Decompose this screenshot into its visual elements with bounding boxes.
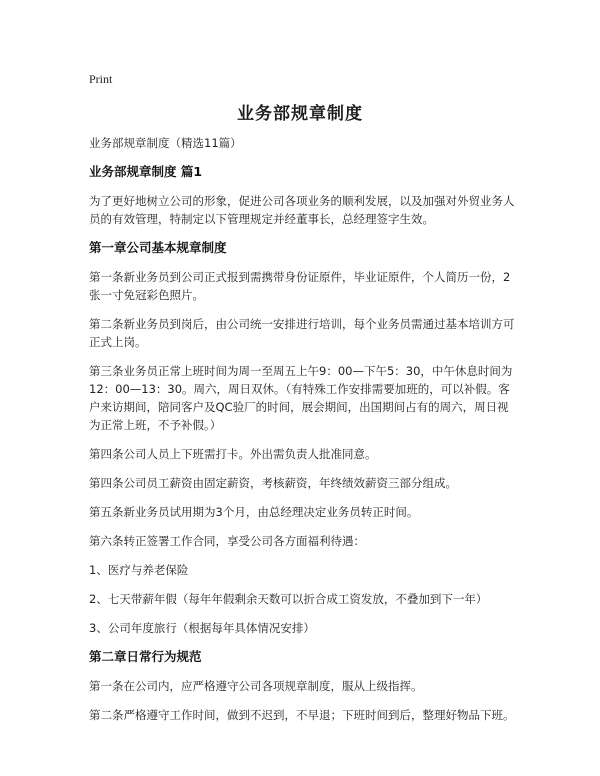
chapter2-heading: 第二章日常行为规范 [89, 649, 202, 664]
intro-paragraph: 为了更好地树立公司的形象，促进公司各项业务的顺利发展，以及加强对外贸业务人员的有效管理，特制定以下管理规定并经董事长，总经理签字生效。 [89, 194, 515, 226]
print-link[interactable]: Print [89, 72, 113, 86]
chapter1-article: 第四条公司员工薪资由固定薪资，考核薪资，年终绩效薪资三部分组成。 [89, 476, 457, 490]
benefit-item: 3、公司年度旅行（根据每年具体情况安排） [89, 621, 315, 635]
chapter1-heading: 第一章公司基本规章制度 [89, 240, 227, 255]
document-body [89, 134, 519, 735]
benefit-item: 2、七天带薪年假（每年年假剩余天数可以折合成工资发放，不叠加到下一年） [89, 592, 488, 606]
chapter1-article: 第二条新业务员到岗后，由公司统一安排进行培训，每个业务员需通过基本培训方可正式上岗。 [89, 317, 515, 349]
chapter2-article: 第一条在公司内，应严格遵守公司各项规章制度，服从上级指挥。 [89, 679, 423, 693]
section-title: 业务部规章制度 篇1 [89, 164, 203, 179]
benefit-item: 1、医疗与养老保险 [89, 563, 189, 577]
chapter1-article: 第五条新业务员试用期为3个月，由总经理决定业务员转正时间。 [89, 505, 419, 519]
chapter1-article: 第六条转正签署工作合同，享受公司各方面福利待遇： [89, 534, 365, 548]
chapter2-article: 第二条严格遵守工作时间，做到不迟到，不早退；下班时间到后，整理好物品下班。 [89, 708, 515, 722]
chapter1-article: 第三条业务员正常上班时间为周一至周五上午9：00—下午5：30，中午休息时间为12：00—13：30。周六，周日双休。（有特殊工作安排需要加班的，可以补假。客户来访期间，陪同客户及QC验厂的时间，展会期间，出国期间占有的周六，周日视为正常上班，不予补假。） [89, 364, 513, 432]
chapter1-article: 第四条公司人员上下班需打卡。外出需负责人批准同意。 [89, 447, 377, 461]
chapter1-article: 第一条新业务员到公司正式报到需携带身份证原件，毕业证原件，个人简历一份，2张一寸免冠彩色照片。 [89, 270, 511, 302]
page-title: 业务部规章制度 [237, 104, 363, 124]
subtitle: 业务部规章制度（精选11篇） [89, 136, 242, 150]
